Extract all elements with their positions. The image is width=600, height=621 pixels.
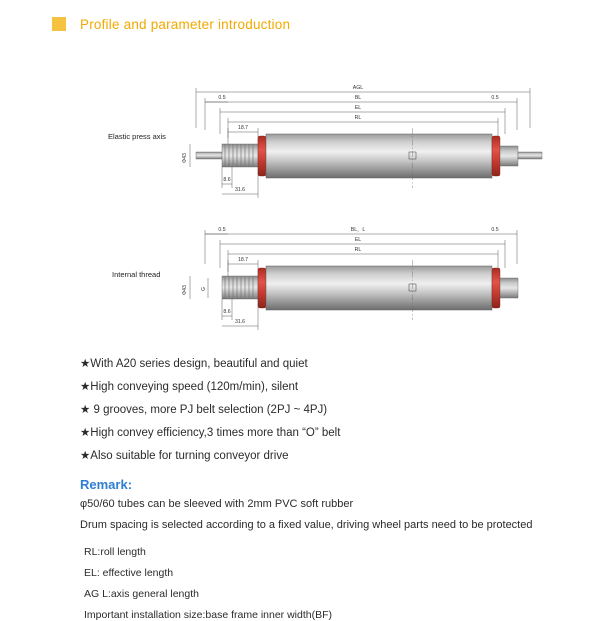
- svg-text:G: G: [201, 286, 207, 292]
- svg-text:18.7: 18.7: [237, 125, 249, 131]
- svg-text:0.5: 0.5: [491, 95, 499, 101]
- header-accent-swatch: [52, 17, 66, 31]
- svg-text:Φ43: Φ43: [182, 153, 188, 163]
- svg-text:0.5: 0.5: [218, 95, 226, 101]
- note-line: AG L:axis general length: [84, 588, 199, 600]
- note-line: RL:roll length: [84, 546, 146, 558]
- svg-text:AGL: AGL: [352, 85, 364, 91]
- remark-line: φ50/60 tubes can be sleeved with 2mm PVC soft rubber: [80, 498, 354, 510]
- svg-text:0.5: 0.5: [218, 227, 226, 233]
- svg-text:BL，L: BL，L: [350, 227, 366, 233]
- svg-text:RL: RL: [354, 115, 362, 121]
- note-line: Important installation size:base frame inner width(BF): [84, 609, 333, 621]
- technical-drawings: [0, 38, 600, 348]
- list-item: ★With A20 series design, beautiful and quiet: [80, 358, 308, 370]
- list-item: ★High convey efficiency,3 times more than “O” belt: [80, 427, 341, 439]
- svg-text:31.6: 31.6: [234, 319, 246, 325]
- svg-text:Φ43: Φ43: [182, 285, 188, 295]
- svg-text:RL: RL: [354, 247, 362, 253]
- list-item: ★High conveying speed (120m/min), silent: [80, 381, 299, 393]
- feature-bullet-list: [0, 348, 600, 462]
- svg-text:EL: EL: [354, 105, 362, 111]
- svg-text:0.5: 0.5: [491, 227, 499, 233]
- page-title: Profile and parameter introduction: [80, 16, 291, 32]
- abbreviation-notes: [0, 540, 600, 621]
- svg-text:8.6: 8.6: [223, 177, 231, 183]
- page-header: [0, 0, 600, 38]
- figure-1-svg: [0, 68, 600, 208]
- figure-1-label: Elastic press axis: [108, 132, 166, 141]
- list-item: ★Also suitable for turning conveyor drive: [80, 450, 289, 462]
- figure-2-svg: [0, 208, 600, 348]
- figure-internal-thread: [0, 208, 600, 348]
- svg-text:8.6: 8.6: [223, 309, 231, 315]
- svg-text:18.7: 18.7: [237, 257, 249, 263]
- svg-text:31.6: 31.6: [234, 187, 246, 193]
- svg-text:BL: BL: [354, 95, 362, 101]
- svg-text:EL: EL: [354, 237, 362, 243]
- remark-heading: Remark:: [80, 477, 133, 492]
- figure-elastic-press-axis: [0, 68, 600, 208]
- list-item: ★ 9 grooves, more PJ belt selection (2PJ ~ 4PJ): [80, 404, 328, 416]
- remark-line: Drum spacing is selected according to a fixed value, driving wheel parts need to be protected: [80, 519, 533, 531]
- figure-2-label: Internal thread: [112, 270, 161, 279]
- note-line: EL: effective length: [84, 567, 174, 579]
